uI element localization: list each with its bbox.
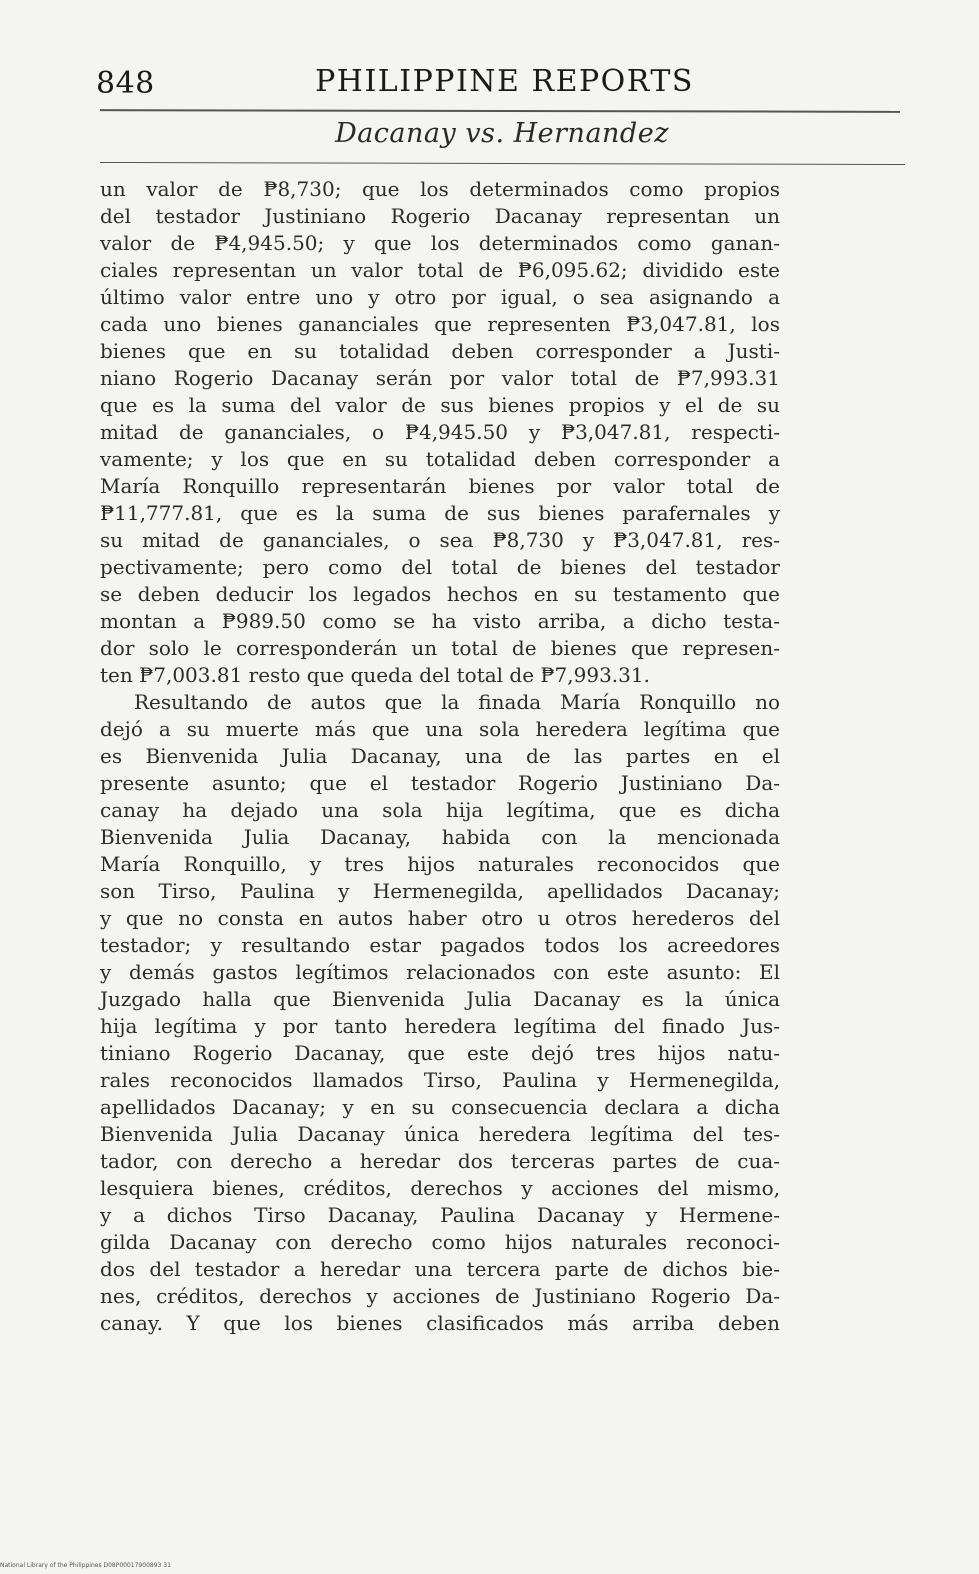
text-line: dor solo le corresponderán un total de bienes que represen- bbox=[100, 636, 780, 660]
text-line: testador; y resultando estar pagados todos los acreedores bbox=[100, 933, 780, 957]
text-line: tador, con derecho a heredar dos terceras partes de cua- bbox=[100, 1149, 780, 1173]
text-line: canay ha dejado una sola hija legítima, que es dicha bbox=[100, 798, 780, 822]
text-line: Bienvenida Julia Dacanay, habida con la mencionada bbox=[100, 825, 780, 849]
text-line: gilda Dacanay con derecho como hijos naturales reconoci- bbox=[100, 1230, 780, 1254]
running-title-wrapper bbox=[0, 64, 979, 99]
text-line: y que no consta en autos haber otro u otros herederos del bbox=[100, 906, 780, 930]
case-title-wrapper bbox=[0, 118, 979, 149]
text-line: Resultando de autos que la finada María Ronquillo no bbox=[134, 690, 780, 714]
text-line: su mitad de gananciales, o sea ₱8,730 y ₱3,047.81, res- bbox=[100, 528, 780, 552]
case-title: Dacanay vs. Hernandez bbox=[335, 118, 669, 149]
text-line: Bienvenida Julia Dacanay única heredera legítima del tes- bbox=[100, 1122, 780, 1146]
text-line: que es la suma del valor de sus bienes propios y el de su bbox=[100, 393, 780, 417]
text-line: cada uno bienes gananciales que representen ₱3,047.81, los bbox=[100, 312, 780, 336]
text-line: montan a ₱989.50 como se ha visto arriba, a dicho testa- bbox=[100, 609, 780, 633]
text-line: tiniano Rogerio Dacanay, que este dejó tres hijos natu- bbox=[100, 1041, 780, 1065]
text-line: son Tirso, Paulina y Hermenegilda, apellidados Dacanay; bbox=[100, 879, 780, 903]
text-line: mitad de gananciales, o ₱4,945.50 y ₱3,047.81, respecti- bbox=[100, 420, 780, 444]
text-line: Juzgado halla que Bienvenida Julia Dacanay es la única bbox=[100, 987, 780, 1011]
text-line: pectivamente; pero como del total de bienes del testador bbox=[100, 555, 780, 579]
header-rule-bottom bbox=[100, 162, 905, 165]
text-line: lesquiera bienes, créditos, derechos y acciones del mismo, bbox=[100, 1176, 780, 1200]
running-title: PHILIPPINE REPORTS bbox=[315, 64, 694, 99]
text-line: y a dichos Tirso Dacanay, Paulina Dacanay y Hermene- bbox=[100, 1203, 780, 1227]
text-line: rales reconocidos llamados Tirso, Paulina y Hermenegilda, bbox=[100, 1068, 780, 1092]
text-line: nes, créditos, derechos y acciones de Justiniano Rogerio Da- bbox=[100, 1284, 780, 1308]
text-line: se deben deducir los legados hechos en su testamento que bbox=[100, 582, 780, 606]
page-number: 848 bbox=[96, 66, 155, 101]
text-line: y demás gastos legítimos relacionados con este asunto: El bbox=[100, 960, 780, 984]
text-line: dos del testador a heredar una tercera parte de dichos bie- bbox=[100, 1257, 780, 1281]
text-line: ten ₱7,003.81 resto que queda del total de ₱7,993.31. bbox=[100, 663, 650, 687]
text-line: niano Rogerio Dacanay serán por valor total de ₱7,993.31 bbox=[100, 366, 780, 390]
text-line: último valor entre uno y otro por igual, o sea asignando a bbox=[100, 285, 780, 309]
text-line: un valor de ₱8,730; que los determinados como propios bbox=[100, 177, 780, 201]
text-line: ₱11,777.81, que es la suma de sus bienes parafernales y bbox=[100, 501, 780, 525]
text-line: canay. Y que los bienes clasificados más arriba deben bbox=[100, 1311, 780, 1335]
body-text bbox=[100, 176, 780, 1337]
text-line: hija legítima y por tanto heredera legítima del finado Jus- bbox=[100, 1014, 780, 1038]
text-line: apellidados Dacanay; y en su consecuencia declara a dicha bbox=[100, 1095, 780, 1119]
text-line: ciales representan un valor total de ₱6,095.62; dividido este bbox=[100, 258, 780, 282]
text-line: presente asunto; que el testador Rogerio Justiniano Da- bbox=[100, 771, 780, 795]
text-line: es Bienvenida Julia Dacanay, una de las partes en el bbox=[100, 744, 780, 768]
text-line: María Ronquillo, y tres hijos naturales reconocidos que bbox=[100, 852, 780, 876]
text-line: bienes que en su totalidad deben corresponder a Justi- bbox=[100, 339, 780, 363]
text-line: valor de ₱4,945.50; y que los determinados como ganan- bbox=[100, 231, 780, 255]
text-line: del testador Justiniano Rogerio Dacanay representan un bbox=[100, 204, 780, 228]
header-rule-top bbox=[100, 109, 900, 113]
text-line: dejó a su muerte más que una sola heredera legítima que bbox=[100, 717, 780, 741]
text-line: vamente; y los que en su totalidad deben corresponder a bbox=[100, 447, 780, 471]
text-line: María Ronquillo representarán bienes por valor total de bbox=[100, 474, 780, 498]
footer-tag: National Library of the Philippines D08P00017900893 31 bbox=[0, 1562, 171, 1569]
